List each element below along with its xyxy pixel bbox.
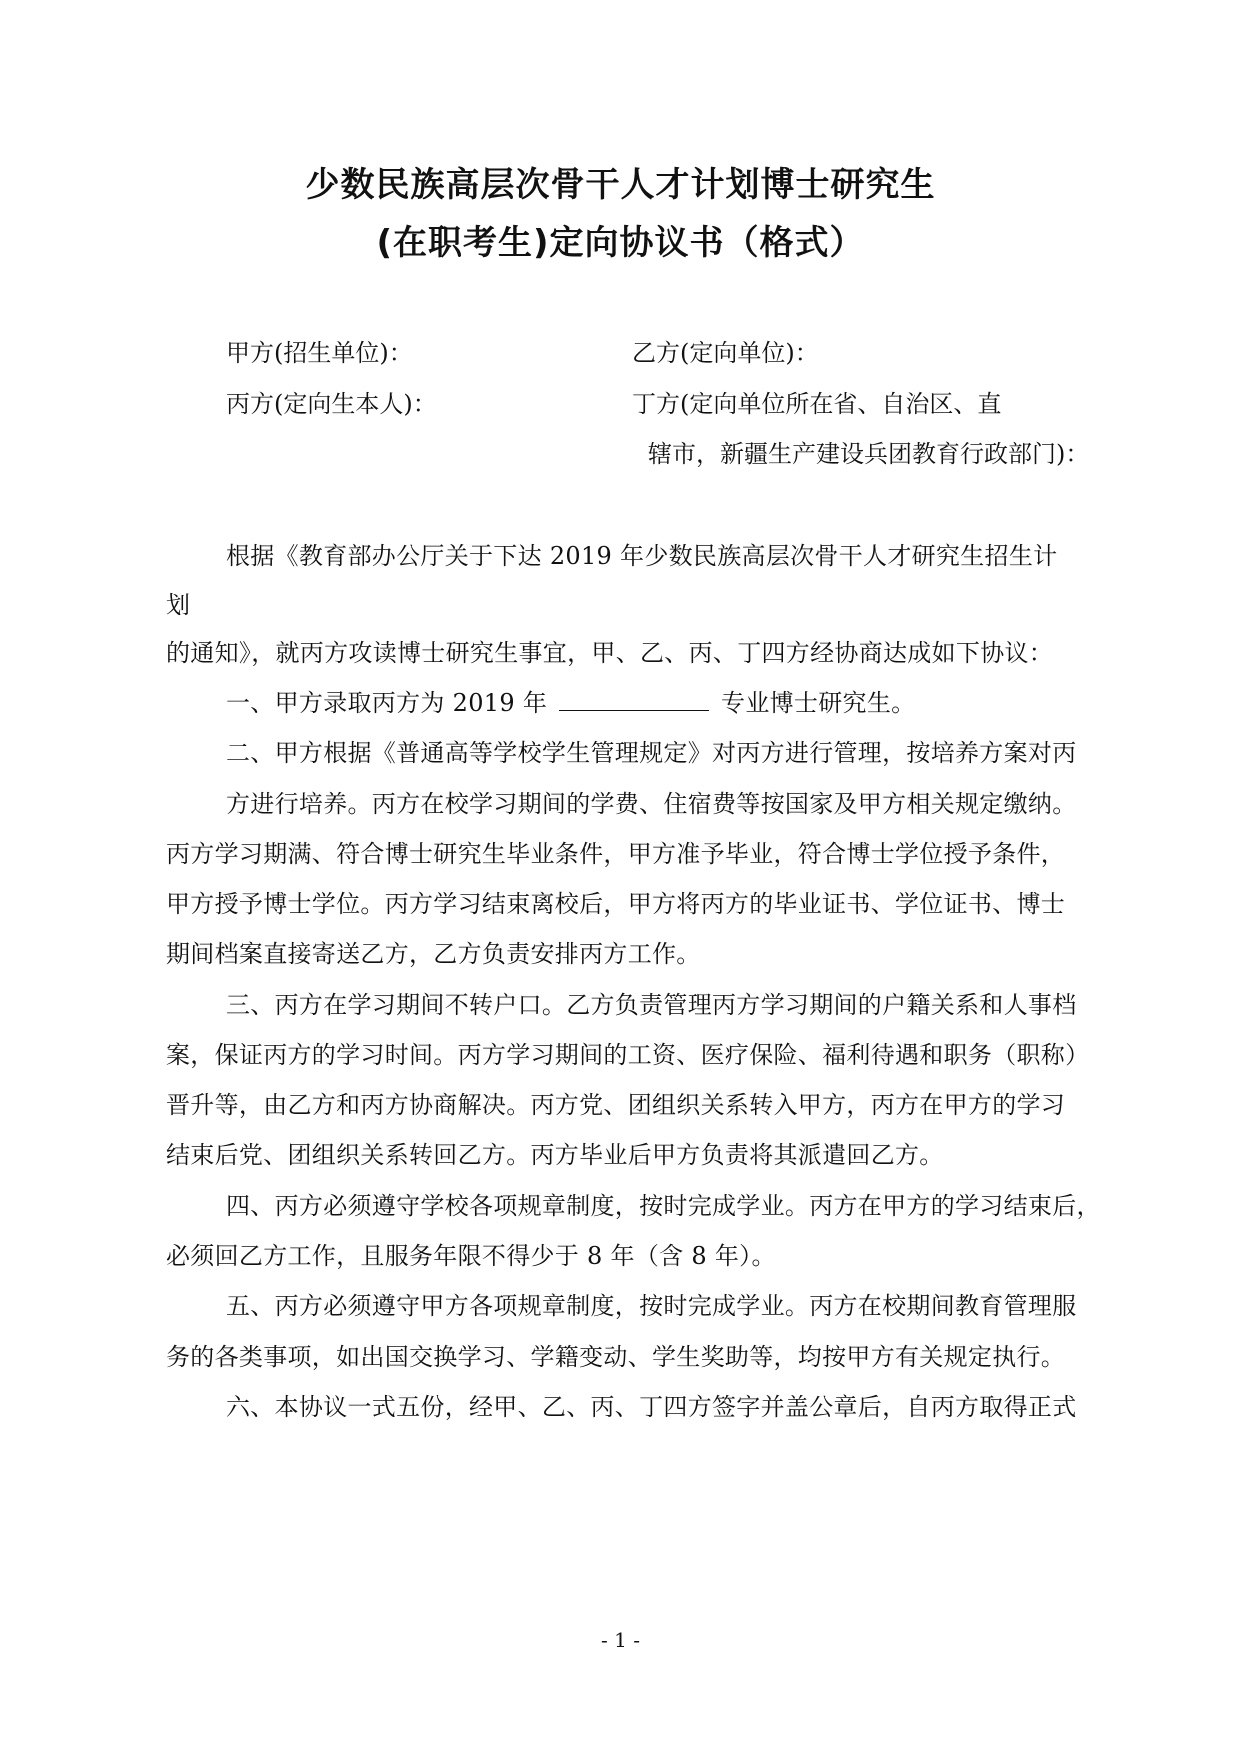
clause-3-line-4: 结束后党、团组织关系转回乙方。丙方毕业后甲方负责将其派遣回乙方。 <box>166 1141 944 1169</box>
clause-2-line-4: 甲方授予博士学位。丙方学习结束离校后，甲方将丙方的毕业证书、学位证书、博士 <box>166 890 1066 918</box>
major-blank-line <box>559 688 709 711</box>
document-title-line-1: 少数民族高层次骨干人才计划博士研究生 <box>305 165 936 205</box>
clause-5-line-1: 五、丙方必须遵守甲方各项规章制度，按时完成学业。丙方在校期间教育管理服 <box>226 1292 1077 1320</box>
party-d-label-line-2: 辖市，新疆生产建设兵团教育行政部门)： <box>648 440 1090 468</box>
page-number: - 1 - <box>601 1628 640 1652</box>
clause-2-line-3: 丙方学习期满、符合博士研究生毕业条件，甲方准予毕业，符合博士学位授予条件， <box>166 840 1066 868</box>
clause-4-line-1: 四、丙方必须遵守学校各项规章制度，按时完成学业。丙方在甲方的学习结束后， <box>226 1192 1101 1220</box>
clause-2-line-2: 方进行培养。丙方在校学习期间的学费、住宿费等按国家及甲方相关规定缴纳。 <box>226 790 1077 818</box>
clause-3-line-2: 案，保证丙方的学习时间。丙方学习期间的工资、医疗保险、福利待遇和职务（职称） <box>166 1041 1090 1069</box>
clause-1-after: 专业博士研究生。 <box>721 689 916 717</box>
document-title-line-2: (在职考生)定向协议书（格式） <box>376 223 865 263</box>
clause-6-line-1: 六、本协议一式五份，经甲、乙、丙、丁四方签字并盖公章后，自丙方取得正式 <box>226 1393 1077 1421</box>
clause-2-line-5: 期间档案直接寄送乙方，乙方负责安排丙方工作。 <box>166 940 701 968</box>
clause-3-line-3: 晋升等，由乙方和丙方协商解决。丙方党、团组织关系转入甲方，丙方在甲方的学习 <box>166 1091 1066 1119</box>
intro-line-3: 的通知》，就丙方攻读博士研究生事宜，甲、乙、丙、丁四方经协商达成如下协议： <box>166 639 1054 667</box>
clause-4-line-2: 必须回乙方工作，且服务年限不得少于 8 年（含 8 年）。 <box>166 1242 776 1270</box>
clause-5-line-2: 务的各类事项，如出国交换学习、学籍变动、学生奖助等，均按甲方有关规定执行。 <box>166 1343 1066 1371</box>
party-c-label: 丙方(定向生本人)： <box>226 390 437 418</box>
party-d-label-line-1: 丁方(定向单位所在省、自治区、直 <box>632 390 1002 418</box>
clause-1-before: 一、甲方录取丙方为 2019 年 <box>226 689 548 717</box>
party-b-label: 乙方(定向单位)： <box>632 339 819 367</box>
clause-2-line-1: 二、甲方根据《普通高等学校学生管理规定》对丙方进行管理，按培养方案对丙 <box>226 739 1077 767</box>
party-a-label: 甲方(招生单位)： <box>226 339 413 367</box>
clause-3-line-1: 三、丙方在学习期间不转户口。乙方负责管理丙方学习期间的户籍关系和人事档 <box>226 991 1077 1019</box>
intro-line-2: 划 <box>166 591 191 619</box>
intro-line-1: 根据《教育部办公厅关于下达 2019 年少数民族高层次骨干人才研究生招生计 <box>226 542 1058 570</box>
clause-1 <box>226 683 915 718</box>
